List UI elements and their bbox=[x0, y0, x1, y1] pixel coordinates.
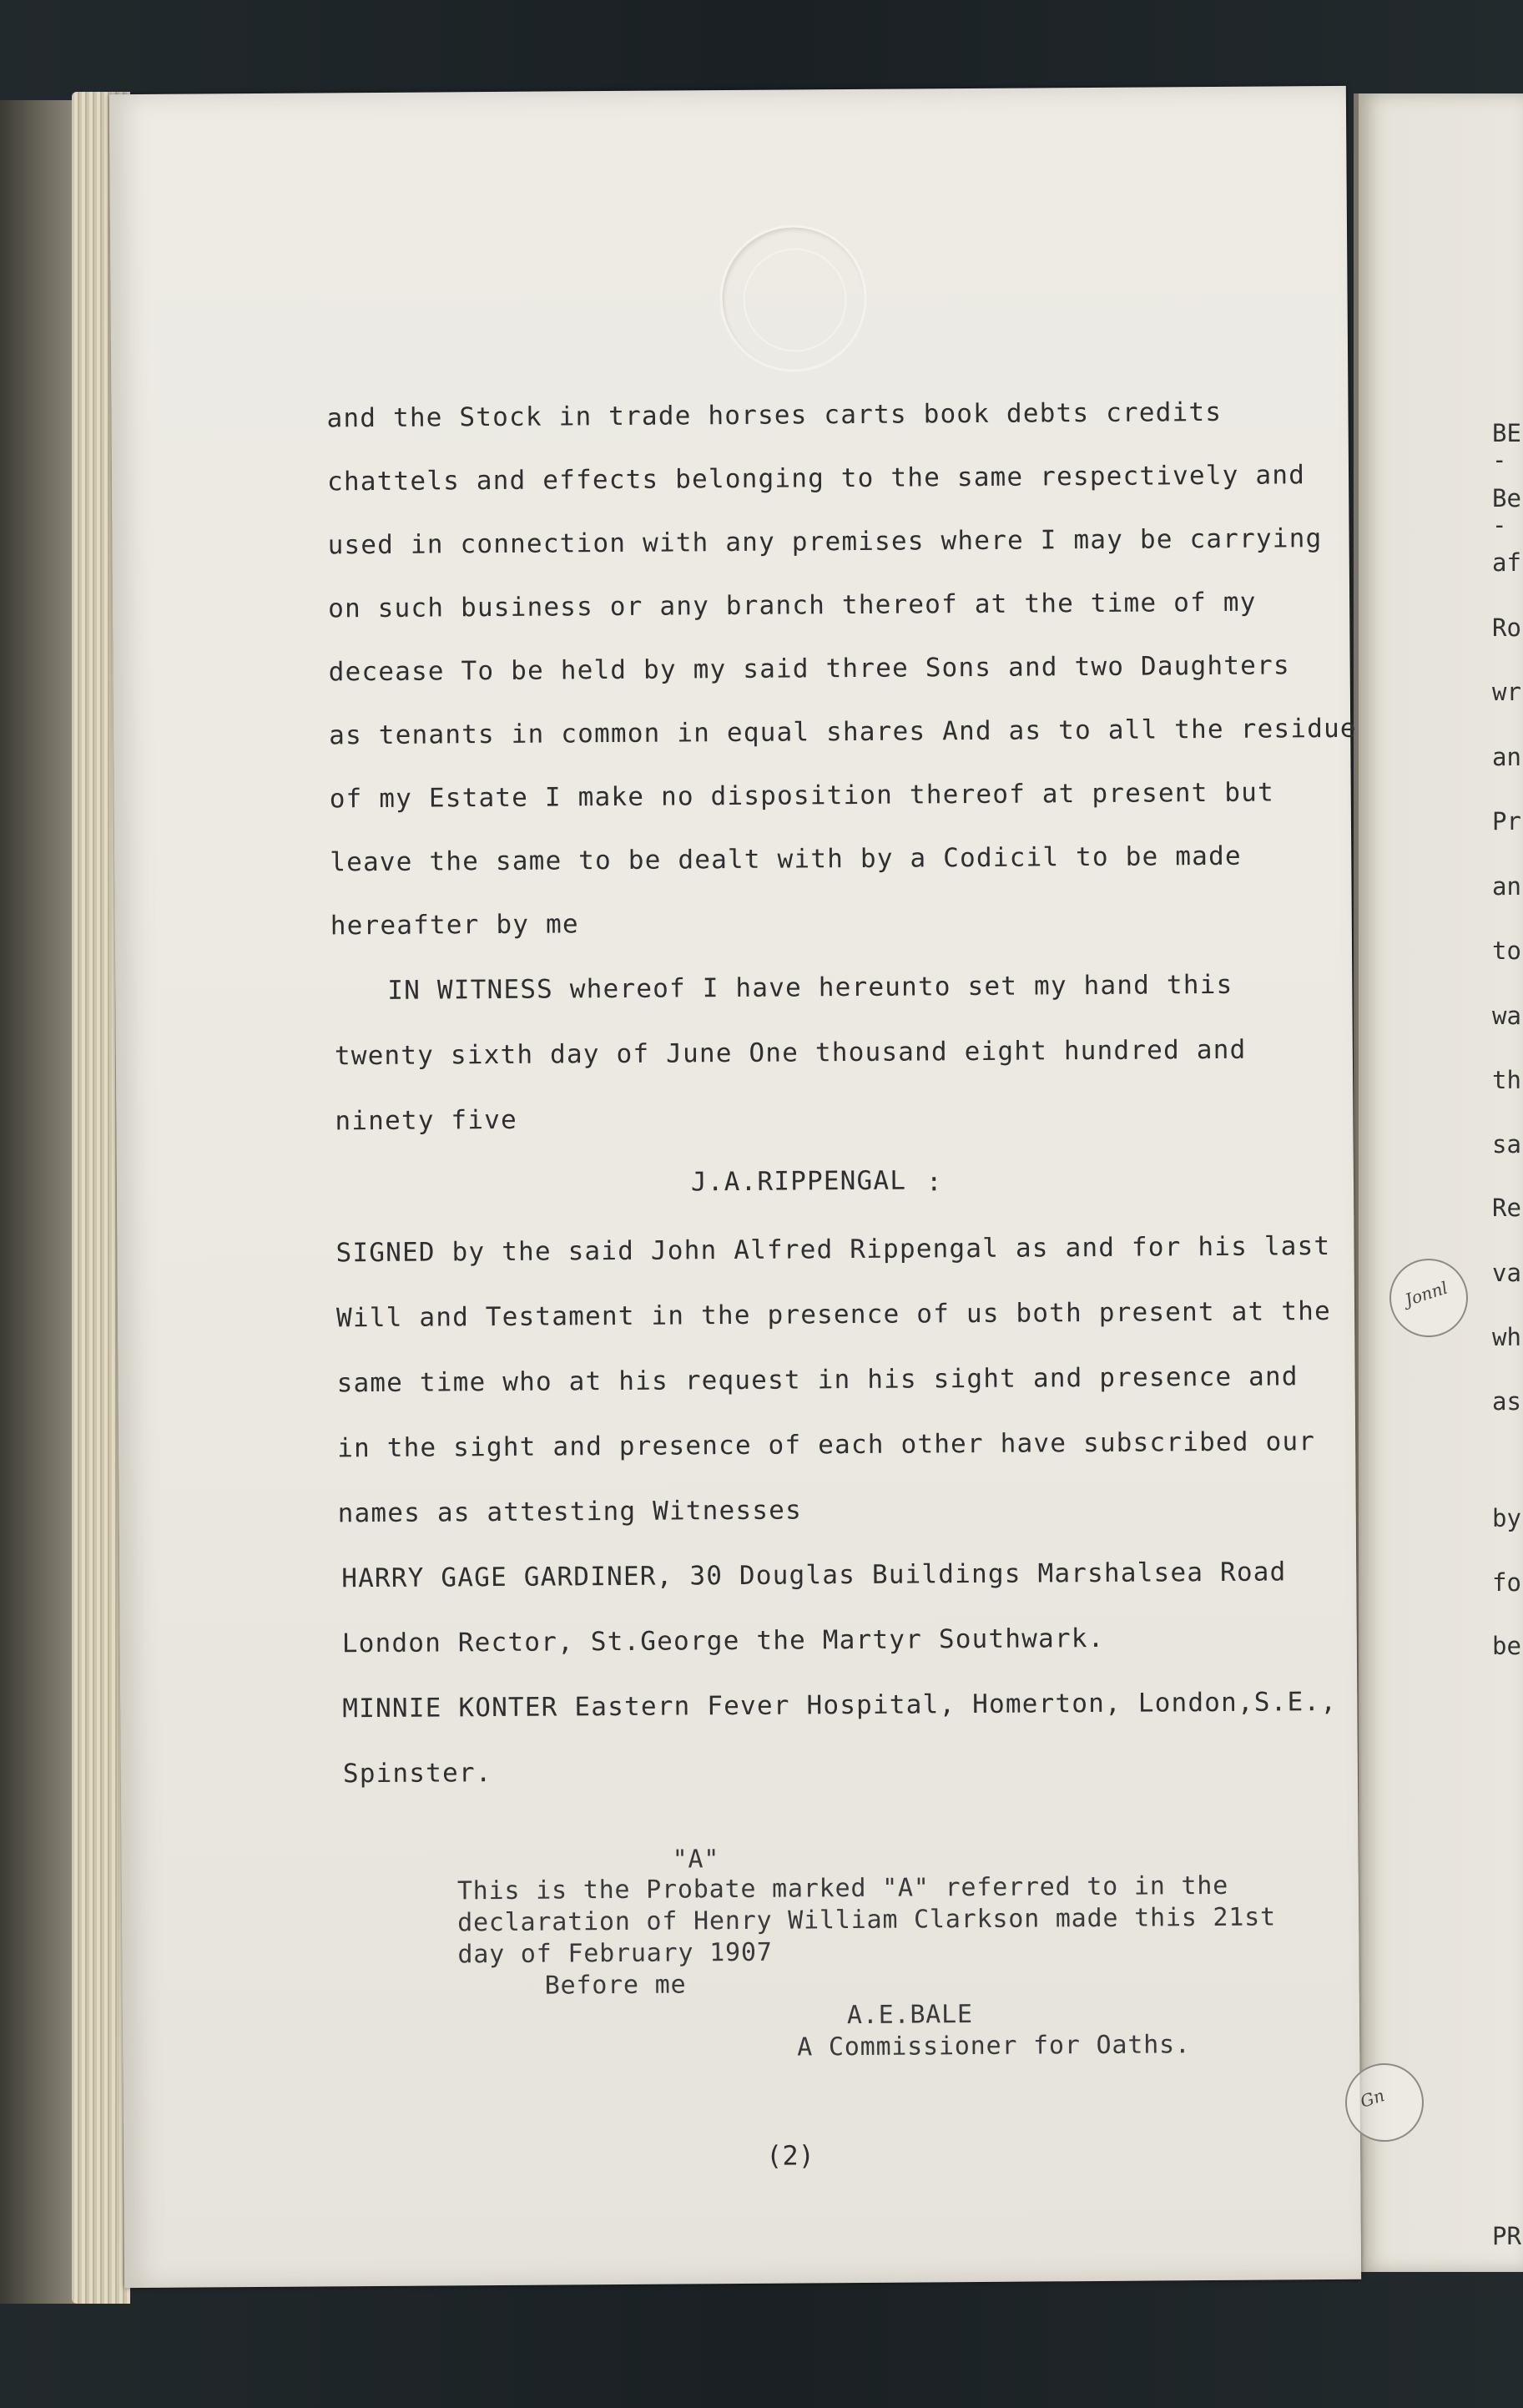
witness-line: IN WITNESS whereof I have hereunto set my hand this bbox=[387, 969, 1233, 1006]
archive-stamp bbox=[1345, 2063, 1424, 2142]
witness2-line: MINNIE KONTER Eastern Fever Hospital, Homerton, London,S.E., bbox=[342, 1686, 1338, 1724]
right-fragment: to bbox=[1492, 936, 1521, 965]
body-line: of my Estate I make no disposition thereof at present but bbox=[329, 777, 1275, 815]
body-line: on such business or any branch thereof at the time of my bbox=[328, 587, 1257, 624]
right-fragment: Be bbox=[1492, 484, 1521, 512]
stamp-mark: Gn bbox=[1357, 2085, 1387, 2112]
document-page bbox=[109, 86, 1361, 2288]
right-fragment: as bbox=[1492, 1387, 1521, 1416]
testator-signature: J.A.RIPPENGAL bbox=[690, 1165, 907, 1198]
right-fragment: - bbox=[1492, 511, 1507, 539]
witness1-line: HARRY GAGE GARDINER, 30 Douglas Buildings Marshalsea Road bbox=[341, 1557, 1287, 1594]
embossed-seal-inner bbox=[743, 248, 847, 352]
attestation-line: SIGNED by the said John Alfred Rippengal as and for his last bbox=[335, 1231, 1331, 1269]
right-fragment: sa bbox=[1492, 1130, 1521, 1159]
body-line: chattels and effects belonging to the same respectively and bbox=[326, 460, 1306, 497]
right-fragment: an bbox=[1492, 872, 1521, 901]
attestation-line: names as attesting Witnesses bbox=[337, 1495, 803, 1529]
right-fragment: by bbox=[1492, 1504, 1521, 1532]
right-fragment: af bbox=[1492, 548, 1521, 577]
attestation-line: same time who at his request in his sight and presence and bbox=[336, 1361, 1299, 1399]
probate-line: This is the Probate marked "A" referred to in the bbox=[456, 1870, 1229, 1906]
page-number: (2) bbox=[765, 2139, 815, 2172]
archive-stamp bbox=[1389, 1259, 1468, 1337]
body-line: decease To be held by my said three Sons and two Daughters bbox=[328, 650, 1290, 688]
right-fragment: wr bbox=[1492, 678, 1521, 706]
right-fragment: wa bbox=[1492, 1002, 1521, 1030]
embossed-seal bbox=[719, 225, 867, 372]
body-line: used in connection with any premises where I may be carrying bbox=[327, 523, 1323, 561]
attestation-line: in the sight and presence of each other have subscribed our bbox=[337, 1426, 1316, 1464]
witness-line: ninety five bbox=[335, 1104, 518, 1137]
commissioner-title: A Commissioner for Oaths. bbox=[797, 2030, 1191, 2062]
right-facing-page bbox=[1359, 93, 1523, 2272]
stamp-mark: Jonnl bbox=[1402, 1277, 1450, 1310]
right-fragment: Re bbox=[1492, 1194, 1521, 1222]
right-fragment: Ro bbox=[1492, 613, 1521, 642]
probate-line: day of February 1907 bbox=[457, 1937, 773, 1970]
probate-mark: "A" bbox=[672, 1845, 720, 1875]
probate-before: Before me bbox=[544, 1970, 687, 2001]
attestation-line: Will and Testament in the presence of us both present at the bbox=[335, 1296, 1332, 1334]
witness1-line: London Rector, St.George the Martyr Southwark. bbox=[341, 1623, 1105, 1659]
body-line: leave the same to be dealt with by a Codicil to be made bbox=[330, 841, 1242, 878]
body-line: hereafter by me bbox=[330, 909, 579, 941]
body-line: and the Stock in trade horses carts book debts credits bbox=[326, 396, 1223, 434]
witness2-line: Spinster. bbox=[342, 1758, 492, 1790]
right-fragment: wh bbox=[1492, 1323, 1521, 1351]
right-fragment: Pr bbox=[1492, 807, 1521, 835]
right-fragment: BE bbox=[1492, 419, 1521, 447]
probate-line: declaration of Henry William Clarkson made this 21st bbox=[457, 1902, 1277, 1938]
right-fragment: be bbox=[1492, 1632, 1521, 1660]
right-fragment: an bbox=[1492, 743, 1521, 771]
right-fragment: PR bbox=[1492, 2222, 1521, 2250]
commissioner-name: A.E.BALE bbox=[846, 2000, 973, 2031]
book-binding-left bbox=[0, 100, 75, 2304]
witness-line: twenty sixth day of June One thousand eight hundred and bbox=[334, 1034, 1247, 1072]
signature-mark: : bbox=[925, 1167, 943, 1198]
body-line: as tenants in common in equal shares And as to all the residue bbox=[329, 713, 1357, 751]
right-fragment: th bbox=[1492, 1066, 1521, 1094]
right-fragment: va bbox=[1492, 1259, 1521, 1287]
right-fragment: fo bbox=[1492, 1568, 1521, 1597]
right-fragment: - bbox=[1492, 446, 1507, 474]
